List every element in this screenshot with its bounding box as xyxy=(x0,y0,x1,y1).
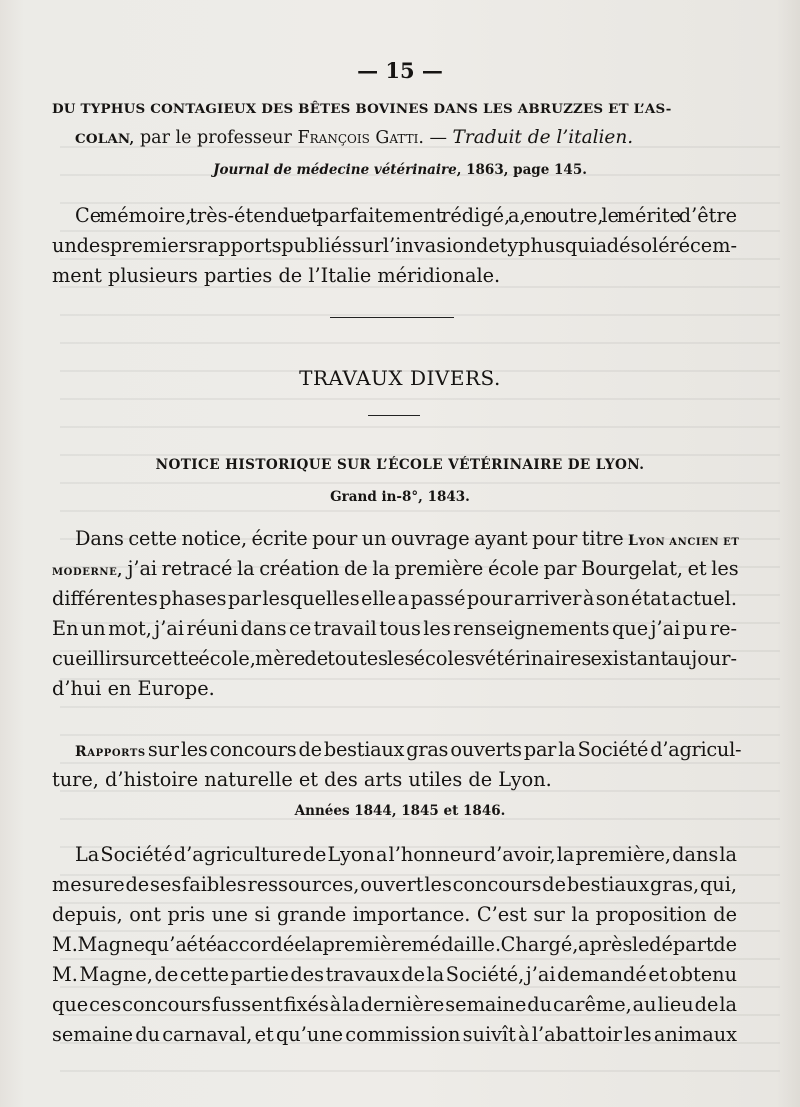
notice-body-line: cueillir sur cette école, mère de toutes les écoles vétérinaires existant aujour- xyxy=(52,647,737,670)
notice-body-line: En un mot, j’ai réuni dans ce travail tous les renseignements que j’ai pu re- xyxy=(52,617,737,640)
short-rule xyxy=(368,415,420,416)
rapports-body-line: semaine du carnaval, et qu’une commission suivît à l’abattoir les animaux xyxy=(52,1023,737,1046)
source-details: , 1863, page 145. xyxy=(456,162,587,178)
page-number: — 15 — xyxy=(357,58,443,83)
article-translated: Traduit de l’italien. xyxy=(452,127,634,148)
article-source xyxy=(0,162,800,178)
rapports-title-line xyxy=(75,738,741,761)
rapports-body-line: que ces concours fussent fixés à la dernière semaine du carême, au lieu de la xyxy=(52,993,737,1016)
rapports-label: Rapports xyxy=(75,744,146,760)
article-title-line-2 xyxy=(75,127,633,148)
notice-body-line xyxy=(75,527,739,550)
notice-format: Grand in-8°, 1843. xyxy=(330,489,470,505)
article-author: François Gatti. xyxy=(297,128,424,148)
rapports-body-line: M. Magne qu’a été accordée la première médaille. Chargé, après le départ de xyxy=(52,933,737,956)
article-body-line: un des premiers rapports publiés sur l’invasion de typhus qui a désolé récem- xyxy=(52,234,737,257)
rapports-title-text: sur les concours de bestiaux gras ouverts par la Société d’agricul- xyxy=(145,738,742,761)
article-body-line: Ce mémoire, très-étendu et parfaitement rédigé, a, en outre, le mérite d’être xyxy=(75,204,737,227)
rapports-body-line: La Société d’agriculture de Lyon a l’honneur d’avoir, la première, dans la xyxy=(75,843,737,866)
rapports-years: Années 1844, 1845 et 1846. xyxy=(294,803,506,819)
notice-body-text: j’ai retracé la création de la première école par Bourgelat, et les xyxy=(122,557,739,580)
notice-body-line: d’hui en Europe. xyxy=(52,677,215,700)
notice-body-text: Dans cette notice, écrite pour un ouvrage ayant pour titre xyxy=(75,527,629,550)
notice-work-title: Lyon ancien et xyxy=(628,533,740,549)
article-title-colan: COLAN, xyxy=(75,131,135,147)
article-body-line: ment plusieurs parties de l’Italie méridionale. xyxy=(52,264,501,287)
notice-body-line xyxy=(52,557,739,580)
article-title-by: par le professeur xyxy=(134,128,298,148)
notice-title: NOTICE HISTORIQUE SUR L’ÉCOLE VÉTÉRINAIRE DE LYON. xyxy=(155,457,645,473)
separator-rule xyxy=(330,317,454,318)
source-journal: Journal de médecine vétérinaire xyxy=(213,162,457,178)
notice-work-title-end: moderne, xyxy=(52,563,123,579)
article-title-dash: — xyxy=(423,128,453,148)
rapports-body-line: depuis, ont pris une si grande importance. C’est sur la proposition de xyxy=(52,903,737,926)
article-title-line-1: DU TYPHUS CONTAGIEUX DES BÊTES BOVINES DANS LES ABRUZZES ET L’AS- xyxy=(52,101,672,117)
rapports-body-line: M. Magne, de cette partie des travaux de la Société, j’ai demandé et obtenu xyxy=(52,963,737,986)
rapports-title-line: ture, d’histoire naturelle et des arts utiles de Lyon. xyxy=(52,768,552,791)
section-title: TRAVAUX DIVERS. xyxy=(299,366,501,390)
notice-body-line: différentes phases par lesquelles elle a passé pour arriver à son état actuel. xyxy=(52,587,737,610)
rapports-body-line: mesure de ses faibles ressources, ouvert les concours de bestiaux gras, qui, xyxy=(52,873,737,896)
